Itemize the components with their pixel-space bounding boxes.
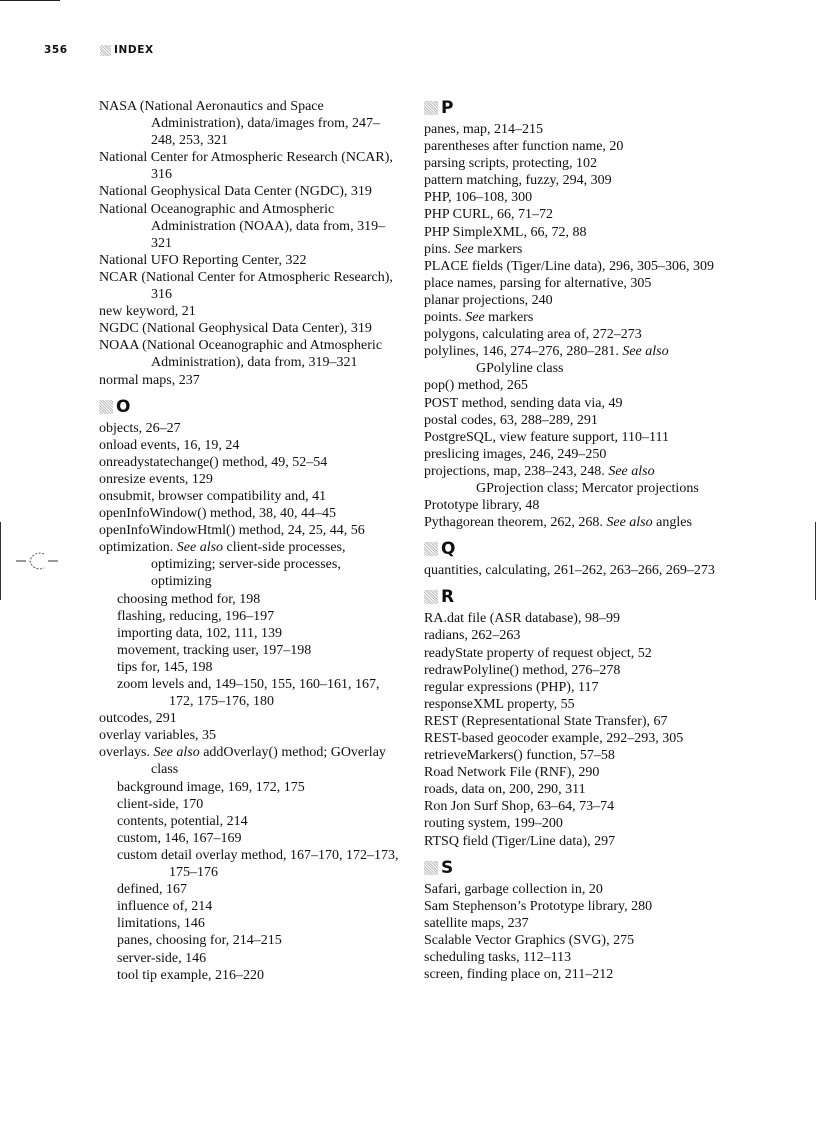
index-entry [424,121,724,138]
entry-text: Prototype library, 48 [424,498,540,514]
entry-text: polylines, 146, 274–276, 280–281. [424,344,623,360]
entry-text: NCAR (National Center for Atmospheric Research), 316 [99,269,393,303]
index-entry [99,98,399,149]
index-entry [424,798,724,815]
index-entry [99,320,399,337]
index-entry [424,679,724,696]
index-entry [424,781,724,798]
registration-mark-icon [14,551,60,571]
letter-marker-icon [424,542,438,556]
index-entry [424,429,724,446]
index-subentry [99,779,399,796]
index-entry [99,488,399,505]
entry-text: parsing scripts, protecting, 102 [424,156,598,172]
see-reference: See [465,310,485,326]
index-entry [424,189,724,206]
entry-text: PLACE fields (Tiger/Line data), 296, 305–306, 309 [424,258,714,274]
entry-text: limitations, 146 [117,916,205,932]
entry-text: addOverlay() method; GOverlay class [151,745,386,778]
entry-text: REST (Representational State Transfer), 67 [424,713,668,729]
entry-text: Road Network File (RNF), 290 [424,765,600,781]
entry-text: normal maps, 237 [99,372,200,388]
entry-text: RTSQ field (Tiger/Line data), 297 [424,833,616,849]
index-entry [99,437,399,454]
index-entry [424,966,724,983]
entry-text: points. [424,310,466,326]
index-subentry [99,847,399,881]
entry-text: Safari, garbage collection in, 20 [424,881,603,897]
entry-text: satellite maps, 237 [424,915,529,931]
entry-text: RA.dat file (ASR database), 98–99 [424,611,620,627]
index-entry [99,149,399,183]
index-entry [99,269,399,303]
see-reference: See [454,241,474,257]
entry-text: onsubmit, browser compatibility and, 41 [99,488,327,504]
index-entry [424,155,724,172]
entry-text: NASA (National Aeronautics and Space Administration), data/images from, 247–248, 253, 321 [99,99,381,149]
entry-text: PostgreSQL, view feature support, 110–111 [424,429,669,445]
index-entry [424,881,724,898]
entry-text: readyState property of request object, 52 [424,645,652,661]
index-entry [424,713,724,730]
entry-text: roads, data on, 200, 290, 311 [424,782,586,798]
index-entry [424,343,724,377]
index-subentry [99,950,399,967]
entry-text: retrieveMarkers() function, 57–58 [424,748,615,764]
index-entry [99,454,399,471]
letter-heading-text: P [441,98,454,118]
entry-text: contents, potential, 214 [117,813,248,829]
index-subentry [99,676,399,710]
entry-text: Sam Stephenson’s Prototype library, 280 [424,898,653,914]
letter-heading-text: Q [441,539,456,560]
index-entry [99,201,399,252]
index-entry [99,420,399,437]
entry-text: regular expressions (PHP), 117 [424,679,599,695]
index-entry [99,372,399,389]
entry-text: defined, 167 [117,882,187,898]
letter-marker-icon [424,101,438,115]
entry-text: tool tip example, 216–220 [117,967,264,983]
entry-text: custom, 146, 167–169 [117,830,242,846]
entry-text: outcodes, 291 [99,711,177,727]
entry-text: POST method, sending data via, 49 [424,395,623,411]
index-entry [424,696,724,713]
index-entry [424,412,724,429]
entry-text: openInfoWindowHtml() method, 24, 25, 44, 56 [99,523,365,539]
letter-heading-p [424,98,724,118]
entry-text: PHP CURL, 66, 71–72 [424,207,554,223]
entry-text: planar projections, 240 [424,292,553,308]
entry-text: openInfoWindow() method, 38, 40, 44–45 [99,506,337,522]
entry-text: National UFO Reporting Center, 322 [99,252,307,268]
entry-text: zoom levels and, 149–150, 155, 160–161, 167, 172, 175–176, 180 [117,677,380,710]
index-entry [424,747,724,764]
entry-text: client-side processes, optimizing; server-side processes, optimizing [151,540,346,590]
index-entry [424,309,724,326]
index-entry [99,710,399,727]
letter-heading-text: R [441,587,455,608]
index-entry [424,730,724,747]
entry-text: PHP SimpleXML, 66, 72, 88 [424,224,587,240]
index-entry [424,497,724,514]
entry-text: movement, tracking user, 197–198 [117,642,312,658]
index-subentry [99,881,399,898]
entry-text: routing system, 199–200 [424,816,563,832]
index-entry [99,744,399,778]
index-subentry [99,830,399,847]
entry-text: flashing, reducing, 196–197 [117,608,275,624]
index-subentry [99,967,399,984]
entry-text: custom detail overlay method, 167–170, 172–173, 175–176 [117,847,399,881]
index-entry [99,522,399,539]
entry-text: postal codes, 63, 288–289, 291 [424,412,598,428]
entry-text: markers [484,310,534,326]
index-entry [424,224,724,241]
index-entry [424,514,724,531]
index-entry [424,172,724,189]
index-entry [424,258,724,275]
section-title: INDEX [114,44,154,56]
letter-marker-icon [424,861,438,875]
index-entry [99,505,399,522]
entry-text: objects, 26–27 [99,420,181,436]
index-column-left [99,98,399,984]
entry-text: onresize events, 129 [99,471,213,487]
entry-text: overlays. [99,745,154,761]
entry-text: overlay variables, 35 [99,728,217,744]
see-reference: See also [176,540,224,556]
index-entry [424,446,724,463]
index-entry [99,337,399,371]
entry-text: server-side, 146 [117,950,207,966]
see-reference: See also [606,515,653,531]
entry-text: panes, map, 214–215 [424,122,543,137]
index-entry [424,833,724,850]
entry-text: optimization. [99,540,177,556]
see-reference: See also [622,344,669,360]
index-subentry [99,608,399,625]
section-marker-icon [100,45,111,56]
index-subentry [99,915,399,932]
index-entry [424,292,724,309]
index-subentry [99,898,399,915]
entry-text: scheduling tasks, 112–113 [424,950,572,966]
index-entry [424,463,724,497]
entry-text: radians, 262–263 [424,628,521,644]
index-entry [424,627,724,644]
entry-text: National Center for Atmospheric Research (NCAR), 316 [99,150,393,183]
entry-text: pattern matching, fuzzy, 294, 309 [424,173,612,189]
index-subentry [99,932,399,949]
entry-text: redrawPolyline() method, 276–278 [424,662,621,678]
index-entry [424,275,724,292]
letter-heading-s [424,858,724,878]
index-subentry [99,659,399,676]
letter-heading-r [424,587,724,607]
letter-heading-text: O [116,396,131,417]
index-subentry [99,625,399,642]
top-rule [0,0,60,1]
entry-text: choosing method for, 198 [117,591,261,607]
entry-text: background image, 169, 172, 175 [117,779,305,795]
index-entry [424,898,724,915]
index-entry [424,949,724,966]
index-entry [99,471,399,488]
entry-text: quantities, calculating, 261–262, 263–266, 269–273 [424,563,715,579]
index-entry [424,326,724,343]
index-subentry [99,796,399,813]
page-number: 356 [44,44,68,56]
index-entry [99,727,399,744]
index-entry [424,915,724,932]
entry-text: REST-based geocoder example, 292–293, 305 [424,731,684,746]
index-entry [99,183,399,200]
index-entry [424,377,724,394]
entry-text: National Geophysical Data Center (NGDC), 319 [99,184,372,200]
running-head [44,44,154,56]
entry-text: markers [473,241,523,257]
index-entry [424,645,724,662]
letter-marker-icon [99,400,113,414]
entry-text: National Oceanographic and Atmospheric Administration (NOAA), data from, 319–321 [99,201,386,251]
index-entry [99,303,399,320]
index-entry [424,610,724,627]
index-entry [424,932,724,949]
entry-text: pop() method, 265 [424,378,528,394]
entry-text: PHP, 106–108, 300 [424,190,533,206]
entry-text: screen, finding place on, 211–212 [424,967,614,983]
index-entry [424,138,724,155]
entry-text: influence of, 214 [117,899,213,915]
entry-text: onreadystatechange() method, 49, 52–54 [99,454,328,470]
letter-heading-o [99,397,399,417]
entry-text: GPolyline class [476,361,564,377]
entry-text: responseXML property, 55 [424,696,575,712]
letter-marker-icon [424,590,438,604]
entry-text: preslicing images, 246, 249–250 [424,446,607,462]
index-entry [99,539,399,590]
entry-text: Ron Jon Surf Shop, 63–64, 73–74 [424,799,615,815]
crop-mark-left [0,522,1,600]
entry-text: panes, choosing for, 214–215 [117,933,282,949]
index-entry [424,395,724,412]
entry-text: pins. [424,241,455,257]
entry-text: Pythagorean theorem, 262, 268. [424,515,607,531]
index-entry [424,764,724,781]
entry-text: place names, parsing for alternative, 305 [424,275,652,291]
index-subentry [99,642,399,659]
entry-text: polygons, calculating area of, 272–273 [424,327,642,343]
entry-text: onload events, 16, 19, 24 [99,437,240,453]
entry-text: new keyword, 21 [99,304,196,320]
see-reference: See also [608,463,655,479]
entry-text: NGDC (National Geophysical Data Center), 319 [99,321,372,337]
entry-text: parentheses after function name, 20 [424,139,624,155]
index-subentry [99,813,399,830]
index-column-right [424,98,724,983]
index-entry [424,206,724,223]
index-entry [424,815,724,832]
entry-text: client-side, 170 [117,796,204,812]
letter-heading-q [424,539,724,559]
index-entry [99,252,399,269]
entry-text: angles [652,515,692,531]
entry-text: projections, map, 238–243, 248. [424,463,609,479]
entry-text: tips for, 145, 198 [117,659,213,675]
index-entry [424,241,724,258]
entry-text: importing data, 102, 111, 139 [117,625,282,641]
index-entry [424,662,724,679]
index-subentry [99,591,399,608]
entry-text: GProjection class; Mercator projections [476,480,699,496]
letter-heading-text: S [441,857,454,878]
see-reference: See also [153,745,200,761]
entry-text: Scalable Vector Graphics (SVG), 275 [424,932,635,948]
index-entry [424,562,724,579]
entry-text: NOAA (National Oceanographic and Atmospheric Administration), data from, 319–321 [99,338,383,371]
